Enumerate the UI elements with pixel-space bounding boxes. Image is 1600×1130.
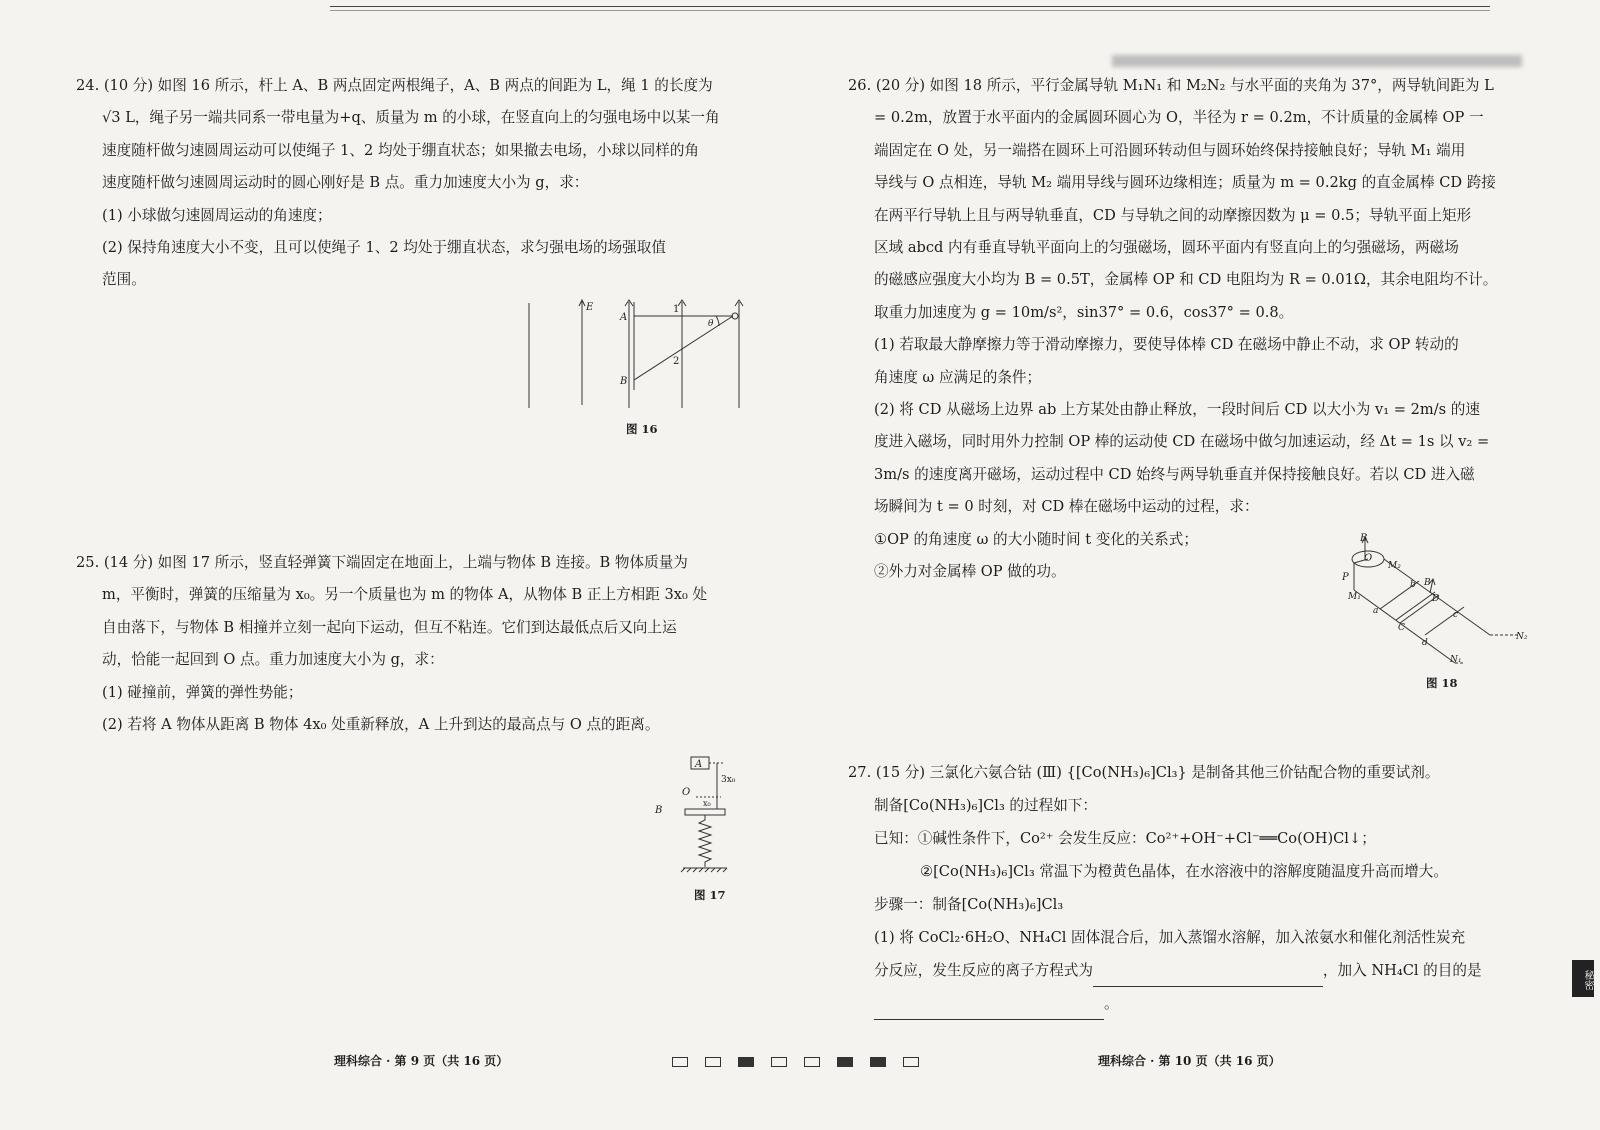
- answer-blank-1[interactable]: [1093, 970, 1323, 987]
- q27-line: 步骤一：制备[Co(NH₃)₆]Cl₃: [874, 896, 1064, 913]
- registration-marks: [672, 1057, 919, 1067]
- top-rule: [330, 6, 1490, 7]
- fig18-label-D: D: [1432, 594, 1440, 604]
- q26-line: ②外力对金属棒 OP 做的功。: [874, 563, 1066, 581]
- q25-line: 25. (14 分) 如图 17 所示，竖直轻弹簧下端固定在地面上，上端与物体 B 连接。B 物体质量为: [76, 554, 688, 571]
- q26-line: 角速度 ω 应满足的条件；: [874, 368, 1042, 386]
- figure-16-caption: 图 16: [626, 422, 658, 436]
- q25-line: 动，恰能一起回到 O 点。重力加速度大小为 g，求：: [102, 651, 444, 669]
- fig16-label-rope2: 2: [673, 356, 680, 367]
- fig18-label-b: b: [1410, 580, 1416, 590]
- registration-box: [705, 1057, 721, 1067]
- q26-line: 场瞬间为 t = 0 时刻，对 CD 棒在磁场中运动的过程，求：: [874, 498, 1259, 516]
- registration-box: [870, 1057, 886, 1067]
- fig18-label-a: a: [1373, 606, 1379, 616]
- q26-line: 区域 abcd 内有垂直导轨平面向上的匀强磁场，圆环平面内有竖直向上的匀强磁场，两磁场: [874, 239, 1459, 257]
- q27-line-with-blanks: [848, 954, 1482, 987]
- question-24: [76, 70, 720, 297]
- registration-box: [738, 1057, 754, 1067]
- q27-line: 已知：①碱性条件下，Co²⁺ 会发生反应：Co²⁺+OH⁻+Cl⁻══Co(OH)Cl↓；: [874, 830, 1376, 847]
- q24-line: √3 L，绳子另一端共同系一带电量为+q、质量为 m 的小球，在竖直向上的匀强电场中以某一角: [102, 109, 720, 127]
- q26-line: (2) 将 CD 从磁场上边界 ab 上方某处由静止释放，一段时间后 CD 以大小为 v₁ = 2m/s 的速: [874, 401, 1480, 419]
- figure-18: [1340, 535, 1530, 675]
- q24-line: 速度随杆做匀速圆周运动时的圆心刚好是 B 点。重力加速度大小为 g，求：: [102, 174, 589, 192]
- q25-line: 自由落下，与物体 B 相撞并立刻一起向下运动，但互不粘连。它们到达最低点后又向上运: [102, 618, 677, 636]
- fig16-label-B: B: [620, 376, 628, 387]
- question-27: [848, 756, 1482, 1020]
- fig18-label-M1: M₁: [1348, 592, 1361, 602]
- answer-blank-2[interactable]: [874, 1003, 1104, 1020]
- top-rule-thin: [330, 10, 1490, 11]
- fig17-label-x0: x₀: [703, 799, 711, 808]
- q27-text: 。: [1104, 995, 1119, 1012]
- figure-16: [520, 300, 755, 410]
- registration-box: [672, 1057, 688, 1067]
- footer-page-left: 理科综合 · 第 9 页（共 16 页）: [334, 1054, 509, 1068]
- q27-text: 分反应，发生反应的离子方程式为: [874, 962, 1093, 979]
- q26-line: (1) 若取最大静摩擦力等于滑动摩擦力，要使导体棒 CD 在磁场中静止不动，求 OP 转动的: [874, 336, 1459, 354]
- q24-line: 24. (10 分) 如图 16 所示，杆上 A、B 两点固定两根绳子，A、B 两点的间距为 L，绳 1 的长度为: [76, 77, 713, 94]
- q25-line: (1) 碰撞前，弹簧的弹性势能；: [102, 683, 303, 701]
- q27-line: 制备[Co(NH₃)₆]Cl₃ 的过程如下：: [874, 797, 1097, 814]
- q24-line: (2) 保持角速度大小不变，且可以使绳子 1、2 均处于绷直状态，求匀强电场的场强取值: [102, 239, 666, 257]
- q27-text: ，加入 NH₄Cl 的目的是: [1322, 962, 1482, 979]
- fig17-label-A: A: [695, 759, 703, 770]
- secret-tab: 秘密: [1572, 960, 1594, 997]
- question-25: [76, 547, 707, 741]
- q26-line: 3m/s 的速度离开磁场，运动过程中 CD 始终与两导轨垂直并保持接触良好。若以 CD 进入磁: [874, 465, 1475, 483]
- q24-line: 范围。: [102, 271, 146, 289]
- q27-line-blank: [848, 987, 1482, 1020]
- fig17-label-B: B: [655, 805, 663, 816]
- fig16-label-theta: θ: [708, 319, 714, 329]
- q25-line: m，平衡时，弹簧的压缩量为 x₀。另一个质量也为 m 的物体 A，从物体 B 正上方相距 3x₀ 处: [102, 586, 708, 604]
- footer-page-right: 理科综合 · 第 10 页（共 16 页）: [1098, 1054, 1281, 1068]
- figure-18-caption: 图 18: [1426, 676, 1458, 690]
- fig16-label-rope1: 1: [673, 304, 680, 315]
- fig18-label-O: O: [1364, 553, 1373, 564]
- fig16-label-A: A: [620, 312, 628, 323]
- q26-line: 取重力加速度为 g = 10m/s²，sin37° = 0.6，cos37° = 0.8。: [874, 303, 1294, 321]
- q27-line: (1) 将 CoCl₂·6H₂O、NH₄Cl 固体混合后，加入蒸馏水溶解，加入浓氨水和催化剂活性炭充: [874, 929, 1466, 946]
- q25-line: (2) 若将 A 物体从距离 B 物体 4x₀ 处重新释放，A 上升到达的最高点与 O 点的距离。: [102, 716, 660, 734]
- registration-box: [804, 1057, 820, 1067]
- fig16-label-E: E: [586, 302, 594, 313]
- fig17-label-3x0: 3x₀: [721, 775, 736, 785]
- q27-line: 27. (15 分) 三氯化六氨合钴 (Ⅲ) {[Co(NH₃)₆]Cl₃} 是制备其他三价钴配合物的重要试剂。: [848, 764, 1440, 781]
- fig18-label-d: d: [1422, 638, 1428, 648]
- fig18-label-N1: N₁: [1450, 655, 1462, 665]
- fig18-label-M2: M₂: [1388, 561, 1401, 571]
- q26-line: 在两平行导轨上且与两导轨垂直，CD 与导轨之间的动摩擦因数为 μ = 0.5；导轨平面上矩形: [874, 206, 1472, 224]
- fig18-label-c: c: [1453, 610, 1459, 620]
- q26-line: 度进入磁场，同时用外力控制 OP 棒的运动使 CD 在磁场中做匀加速运动，经 Δt = 1s 以 v₂ =: [874, 433, 1490, 451]
- fig18-label-B-top: B: [1360, 533, 1368, 544]
- q27-line: ②[Co(NH₃)₆]Cl₃ 常温下为橙黄色晶体，在水溶液中的溶解度随温度升高而增大。: [920, 863, 1448, 880]
- fig18-label-B-mid: B: [1424, 578, 1431, 588]
- q26-line: ①OP 的角速度 ω 的大小随时间 t 变化的关系式；: [874, 530, 1198, 548]
- q24-line: 速度随杆做匀速圆周运动可以使绳子 1、2 均处于绷直状态；如果撤去电场，小球以同样的角: [102, 141, 700, 159]
- q24-line: (1) 小球做匀速圆周运动的角速度；: [102, 206, 332, 224]
- registration-box: [837, 1057, 853, 1067]
- blurred-header-strip: [1112, 55, 1522, 67]
- figure-17: [655, 750, 755, 885]
- q26-line: 导线与 O 点相连，导轨 M₂ 端用导线与圆环边缘相连；质量为 m = 0.2kg 的直金属棒 CD 跨接: [874, 174, 1496, 192]
- q26-line: = 0.2m，放置于水平面内的金属圆环圆心为 O，半径为 r = 0.2m，不计质量的金属棒 OP 一: [874, 109, 1484, 127]
- fig18-label-C: C: [1398, 623, 1405, 633]
- fig18-label-N2: N₂: [1516, 632, 1528, 642]
- figure-17-caption: 图 17: [694, 888, 726, 902]
- registration-box: [903, 1057, 919, 1067]
- q26-line: 端固定在 O 处，另一端搭在圆环上可沿圆环转动但与圆环始终保持接触良好；导轨 M₁ 端用: [874, 141, 1466, 159]
- fig17-label-O: O: [682, 787, 691, 798]
- q26-line: 的磁感应强度大小均为 B = 0.5T，金属棒 OP 和 CD 电阻均为 R = 0.01Ω，其余电阻均不计。: [874, 271, 1498, 289]
- fig18-label-P: P: [1342, 572, 1349, 583]
- question-26: [848, 70, 1497, 589]
- registration-box: [771, 1057, 787, 1067]
- q26-line: 26. (20 分) 如图 18 所示，平行金属导轨 M₁N₁ 和 M₂N₂ 与水平面的夹角为 37°，两导轨间距为 L: [848, 77, 1494, 94]
